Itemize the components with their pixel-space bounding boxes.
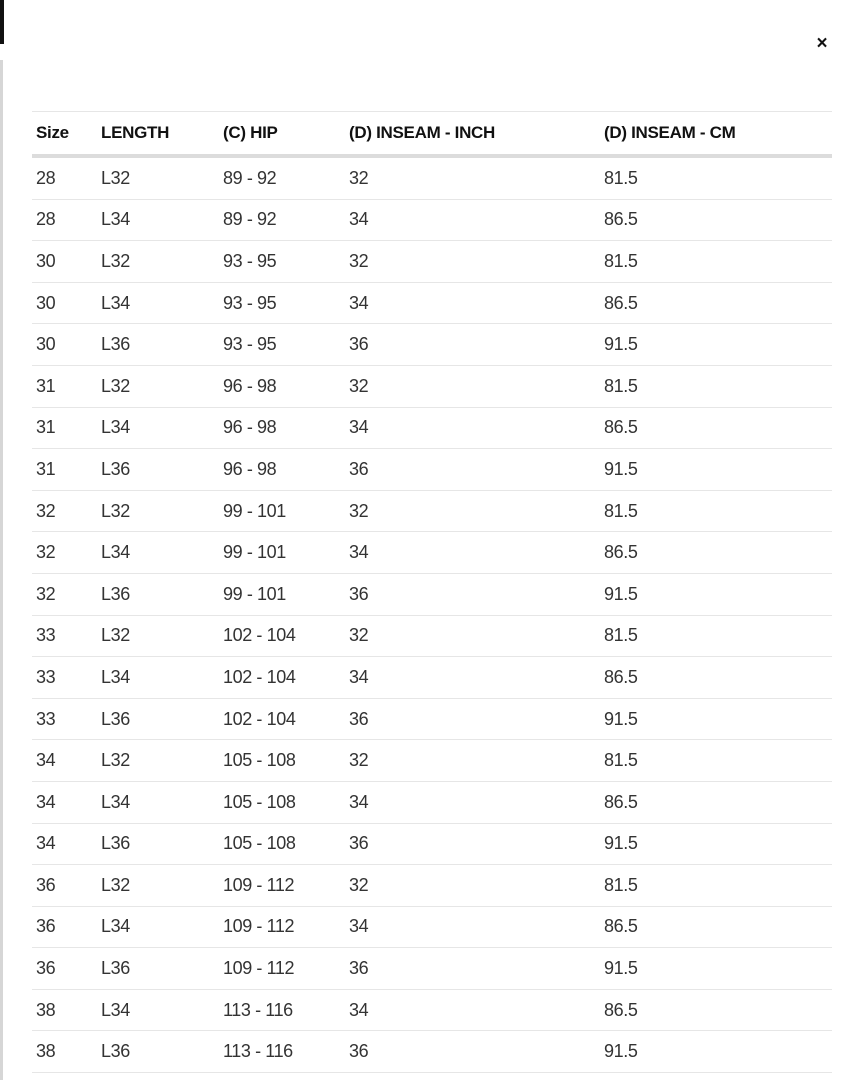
cell-size: 31 [32,407,97,449]
table-body [32,156,832,1073]
cell-size: 33 [32,698,97,740]
cell-inseam-cm: 86.5 [600,906,832,948]
cell-size: 30 [32,241,97,283]
cell-hip: 105 - 108 [219,740,345,782]
size-chart-modal [4,0,848,1080]
cell-hip: 99 - 101 [219,532,345,574]
header-inseam-cm: (D) INSEAM - CM [600,112,832,156]
table-row [32,865,832,907]
cell-inseam-inch: 36 [345,573,600,615]
cell-size: 34 [32,823,97,865]
cell-inseam-cm: 81.5 [600,241,832,283]
cell-hip: 99 - 101 [219,573,345,615]
cell-length: L36 [97,324,219,366]
cell-hip: 113 - 116 [219,1031,345,1073]
cell-hip: 93 - 95 [219,324,345,366]
cell-size: 30 [32,324,97,366]
cell-hip: 102 - 104 [219,698,345,740]
cell-inseam-cm: 81.5 [600,156,832,199]
cell-length: L36 [97,573,219,615]
size-chart-table-container [32,111,832,1073]
cell-size: 34 [32,781,97,823]
cell-inseam-inch: 36 [345,324,600,366]
cell-inseam-inch: 32 [345,156,600,199]
cell-inseam-inch: 34 [345,657,600,699]
cell-inseam-cm: 81.5 [600,865,832,907]
cell-length: L36 [97,698,219,740]
cell-length: L32 [97,740,219,782]
table-row [32,156,832,199]
cell-inseam-cm: 86.5 [600,282,832,324]
cell-hip: 99 - 101 [219,490,345,532]
table-row [32,365,832,407]
close-icon[interactable]: × [816,33,828,54]
table-row [32,781,832,823]
cell-length: L34 [97,989,219,1031]
cell-inseam-cm: 81.5 [600,490,832,532]
cell-hip: 96 - 98 [219,449,345,491]
cell-size: 28 [32,199,97,241]
cell-size: 36 [32,948,97,990]
cell-inseam-inch: 32 [345,365,600,407]
cell-inseam-cm: 86.5 [600,989,832,1031]
cell-inseam-inch: 36 [345,948,600,990]
cell-inseam-cm: 86.5 [600,781,832,823]
cell-size: 32 [32,532,97,574]
table-row [32,740,832,782]
cell-hip: 93 - 95 [219,241,345,283]
cell-size: 38 [32,1031,97,1073]
cell-length: L34 [97,657,219,699]
cell-hip: 102 - 104 [219,615,345,657]
cell-hip: 109 - 112 [219,906,345,948]
cell-inseam-inch: 32 [345,740,600,782]
cell-length: L36 [97,1031,219,1073]
cell-hip: 109 - 112 [219,865,345,907]
cell-inseam-inch: 34 [345,781,600,823]
header-hip: (C) HIP [219,112,345,156]
cell-inseam-cm: 81.5 [600,615,832,657]
cell-inseam-inch: 34 [345,906,600,948]
cell-length: L36 [97,823,219,865]
cell-inseam-inch: 34 [345,989,600,1031]
table-header-row [32,112,832,156]
cell-size: 31 [32,449,97,491]
cell-size: 30 [32,282,97,324]
size-chart-table [32,112,832,1073]
cell-size: 38 [32,989,97,1031]
cell-length: L34 [97,781,219,823]
table-row [32,698,832,740]
table-row [32,948,832,990]
header-length: LENGTH [97,112,219,156]
header-size: Size [32,112,97,156]
cell-inseam-inch: 34 [345,282,600,324]
cell-inseam-cm: 86.5 [600,199,832,241]
cell-hip: 96 - 98 [219,365,345,407]
cell-inseam-inch: 32 [345,241,600,283]
table-row [32,1031,832,1073]
cell-hip: 93 - 95 [219,282,345,324]
table-row [32,823,832,865]
cell-size: 34 [32,740,97,782]
cell-inseam-inch: 34 [345,407,600,449]
cell-hip: 102 - 104 [219,657,345,699]
cell-inseam-cm: 81.5 [600,740,832,782]
cell-size: 33 [32,657,97,699]
cell-size: 31 [32,365,97,407]
table-row [32,532,832,574]
cell-size: 28 [32,156,97,199]
table-row [32,989,832,1031]
cell-inseam-cm: 91.5 [600,324,832,366]
cell-inseam-inch: 32 [345,865,600,907]
background-page-strip [0,60,3,1080]
table-row [32,241,832,283]
cell-inseam-cm: 86.5 [600,407,832,449]
table-row [32,657,832,699]
cell-inseam-inch: 36 [345,823,600,865]
cell-size: 32 [32,490,97,532]
cell-inseam-inch: 36 [345,698,600,740]
table-row [32,490,832,532]
cell-length: L34 [97,906,219,948]
table-row [32,324,832,366]
cell-inseam-inch: 34 [345,532,600,574]
table-row [32,615,832,657]
cell-length: L32 [97,490,219,532]
cell-inseam-cm: 91.5 [600,698,832,740]
cell-inseam-cm: 91.5 [600,573,832,615]
cell-inseam-cm: 91.5 [600,449,832,491]
cell-hip: 105 - 108 [219,823,345,865]
cell-hip: 89 - 92 [219,156,345,199]
cell-length: L34 [97,282,219,324]
table-row [32,407,832,449]
cell-length: L34 [97,199,219,241]
cell-length: L34 [97,407,219,449]
cell-length: L36 [97,948,219,990]
cell-inseam-inch: 36 [345,1031,600,1073]
table-row [32,573,832,615]
cell-length: L32 [97,156,219,199]
cell-length: L32 [97,365,219,407]
cell-hip: 96 - 98 [219,407,345,449]
cell-inseam-cm: 86.5 [600,657,832,699]
cell-length: L32 [97,865,219,907]
cell-size: 32 [32,573,97,615]
table-row [32,199,832,241]
cell-hip: 89 - 92 [219,199,345,241]
cell-size: 33 [32,615,97,657]
cell-inseam-cm: 81.5 [600,365,832,407]
cell-length: L32 [97,241,219,283]
header-inseam-inch: (D) INSEAM - INCH [345,112,600,156]
cell-length: L36 [97,449,219,491]
cell-hip: 109 - 112 [219,948,345,990]
cell-inseam-inch: 32 [345,490,600,532]
cell-inseam-cm: 91.5 [600,1031,832,1073]
cell-inseam-cm: 86.5 [600,532,832,574]
table-row [32,282,832,324]
cell-hip: 113 - 116 [219,989,345,1031]
cell-size: 36 [32,865,97,907]
cell-inseam-cm: 91.5 [600,948,832,990]
cell-size: 36 [32,906,97,948]
cell-length: L34 [97,532,219,574]
cell-inseam-inch: 36 [345,449,600,491]
cell-inseam-inch: 34 [345,199,600,241]
table-row [32,449,832,491]
table-row [32,906,832,948]
cell-hip: 105 - 108 [219,781,345,823]
cell-length: L32 [97,615,219,657]
cell-inseam-cm: 91.5 [600,823,832,865]
cell-inseam-inch: 32 [345,615,600,657]
